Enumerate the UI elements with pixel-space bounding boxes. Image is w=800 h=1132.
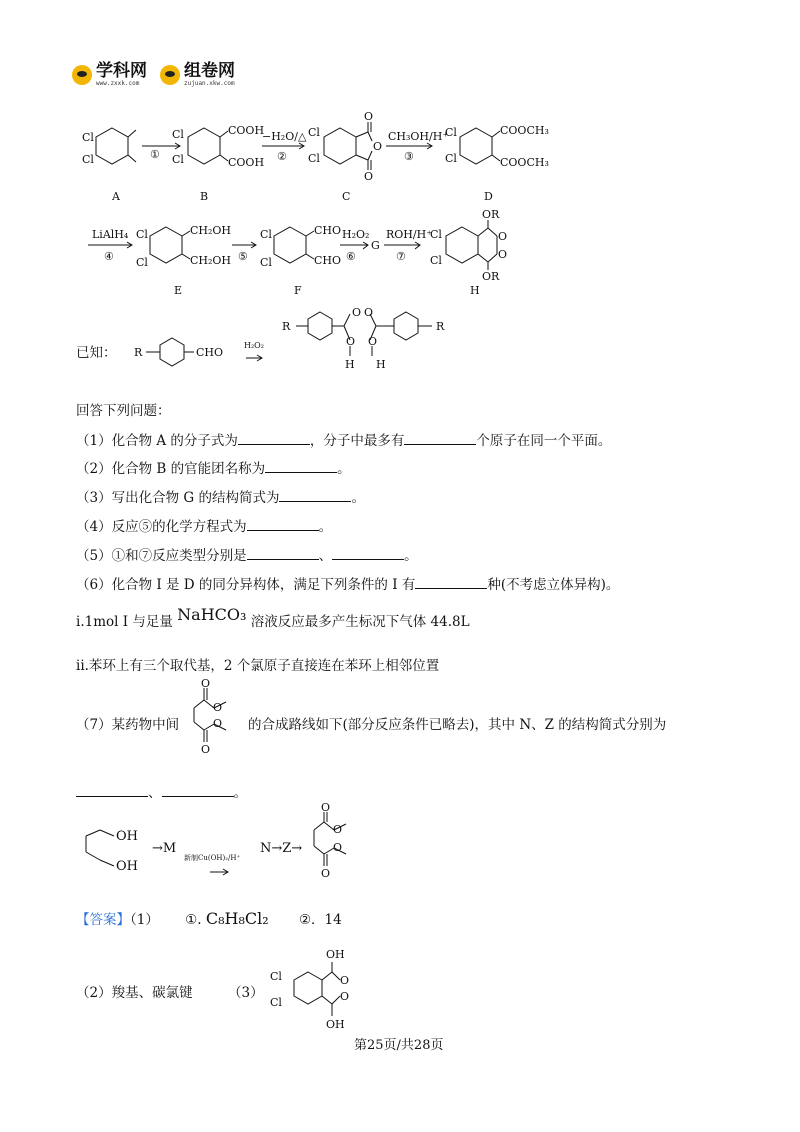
cl-label: Cl [270,996,282,1009]
r-label: R [436,320,445,333]
or-label: OR [482,270,500,283]
q3-text: （3）写出化合物 G 的结构简式为 [76,490,280,506]
cl-label: Cl [172,128,184,141]
q5-text-a: （5）①和⑦反应类型分别是 [76,548,247,564]
answer-1-formula: C₈H₈Cl₂ [205,909,269,928]
q5-sep: 、 [318,548,333,564]
cl-label: Cl [445,126,457,139]
step-3-reagent: CH₃OH/H⁺ [388,130,449,143]
step-5-label: ⑤ [238,250,248,263]
q7-blank-1[interactable] [76,782,148,797]
q7-text-a: （7）某药物中间 [76,717,180,733]
step-2-reagent: −H₂O/△ [262,130,307,143]
ring-a [96,128,128,164]
label-b: B [200,190,209,203]
ring-known-right [394,312,418,340]
known-reagent: H₂O₂ [244,341,264,350]
o-label: O [364,170,374,183]
q5-end: 。 [404,548,418,564]
route-nz: N→Z→ [260,841,303,856]
route-reagent: 新制Cu(OH)₂/H⁺ [184,854,241,862]
o-label: O [498,230,508,243]
o-label: O [364,306,374,319]
step-2-label: ② [277,150,287,163]
ring-c [324,128,356,164]
q7-end: 。 [233,785,247,801]
q6-blank[interactable] [415,574,487,589]
answer-part-3: （3） [228,985,264,1001]
logo-zujuan-url: zujuan.xkw.com [184,80,235,87]
answer-g-structure [262,944,362,1034]
oh-label: OH [116,859,138,874]
cho-label: CHO [196,346,224,359]
logo-zxxk-text: 学科网 [96,61,147,81]
cl-label: Cl [136,256,148,269]
q1-blank-1[interactable] [238,430,310,445]
cl-label: Cl [260,228,272,241]
ring-f [274,227,306,263]
cl-label: Cl [260,256,272,269]
label-f: F [294,284,302,297]
logo-zxxk-url: www.zxxk.com [96,80,140,87]
diester-structure [186,678,246,758]
label-d: D [484,190,493,203]
label-c: C [342,190,351,203]
o-label: O [340,974,350,987]
q4-text: （4）反应⑤的化学方程式为 [76,519,247,535]
o-label: O [201,743,211,756]
oh-label: OH [326,1018,345,1031]
q1-blank-2[interactable] [404,430,476,445]
q7-text-b: 的合成路线如下(部分反应条件已略去)，其中 N、Z 的结构简式分别为 [248,717,667,733]
or-label: OR [482,208,500,221]
condition-2: ii.苯环上有三个取代基，2 个氯原子直接连在苯环上相邻位置 [76,658,440,674]
logo-zujuan-text: 组卷网 [184,61,235,81]
route-to-m: →M [152,841,177,856]
cl-label: Cl [308,126,320,139]
cl-label: Cl [430,228,442,241]
cond1-text-b: 溶液反应最多产生标况下气体 44.8L [250,614,470,630]
ring-d [460,128,492,164]
ring-e [150,227,182,263]
q5-blank-2[interactable] [332,545,404,560]
questions-intro: 回答下列问题： [76,403,171,419]
oh-label: OH [326,948,345,961]
cond1-text-a: i.1mol I 与足量 [76,614,173,630]
q5-blank-1[interactable] [247,545,319,560]
label-e: E [174,284,183,297]
cl-label: Cl [430,254,442,267]
answer-part-2: （2）羧基、碳氯键 [76,985,193,1001]
label-h: H [470,284,480,297]
r-label: R [282,320,291,333]
answer-line-1 [76,910,342,929]
cl-label: Cl [82,131,94,144]
o-label: O [333,823,343,836]
synthesis-scheme [0,0,800,400]
h-label: H [345,358,355,371]
label-a: A [112,190,120,203]
o-label: O [321,801,331,814]
ch2oh-label: CH₂OH [190,224,232,237]
question-3 [76,487,365,507]
cl-label: Cl [270,970,282,983]
q2-blank[interactable] [265,458,337,473]
q3-end: 。 [351,490,365,506]
step-7-label: ⑦ [396,250,406,263]
nahco3-formula: NaHCO₃ [177,605,247,624]
o-label: O [346,335,356,348]
step-4-reagent: LiAlH₄ [92,228,129,241]
cooch3-label: COOCH₃ [500,156,549,169]
q1-text-c: 个原子在同一个平面。 [476,433,612,449]
o-label: O [321,867,331,880]
cooh-label: COOH [228,124,265,137]
q4-blank[interactable] [247,516,319,531]
o-label: O [364,110,374,123]
question-2 [76,458,351,478]
page-number: 第25页/共28页 [354,1038,444,1053]
q7-blank-2[interactable] [162,782,234,797]
o-label: O [333,841,343,854]
o-label: O [213,717,223,730]
step-3-label: ③ [404,150,414,163]
question-1 [76,430,611,450]
cho-label: CHO [314,254,342,267]
answer-tag: 【答案】 [76,912,130,928]
cl-label: Cl [445,152,457,165]
q6-text-b: 种(不考虑立体异构)。 [487,577,620,593]
o-label: O [352,306,362,319]
step-1-label: ① [150,148,160,161]
q3-blank[interactable] [279,487,351,502]
cooh-label: COOH [228,156,265,169]
o-label: O [373,140,383,153]
answer-2: ②．14 [298,912,342,928]
step-6-reagent: H₂O₂ [342,228,370,241]
ch2oh-label: CH₂OH [190,254,232,267]
q2-end: 。 [337,461,351,477]
cl-label: Cl [82,153,94,166]
ring-known-mid [308,312,332,340]
r-label: R [134,346,143,359]
question-6 [76,574,619,594]
step-6-label: ⑥ [346,250,356,263]
ring-h [446,227,478,263]
condition-1 [76,605,470,631]
cl-label: Cl [136,228,148,241]
o-label: O [368,335,378,348]
cl-label: Cl [172,153,184,166]
route-scheme [70,800,400,890]
q7-sep: 、 [148,785,162,801]
h-label: H [376,358,386,371]
q4-end: 。 [318,519,333,535]
q2-text: （2）化合物 B 的官能团名称为 [76,461,266,477]
step-4-label: ④ [104,250,114,263]
q1-text-a: （1）化合物 A 的分子式为 [76,433,238,449]
g-letter: G [371,239,380,252]
o-label: O [340,990,350,1003]
question-4 [76,516,332,536]
oh-label: OH [116,829,138,844]
step-7-reagent: ROH/H⁺ [386,228,432,241]
answer-1-number: ①. [185,912,202,928]
answer-part-1: （1） [130,912,159,928]
known-label: 已知： [76,345,117,361]
q1-text-b: ，分子中最多有 [309,433,405,449]
q7-answer-line [76,782,247,802]
cl-label: Cl [308,152,320,165]
o-label: O [213,701,223,714]
question-5 [76,545,418,565]
o-label: O [498,248,508,261]
cho-label: CHO [314,224,342,237]
q6-text-a: （6）化合物 I 是 D 的同分异构体，满足下列条件的 I 有 [76,577,416,593]
cooch3-label: COOCH₃ [500,124,549,137]
ring-b [188,128,220,164]
o-label: O [201,678,211,690]
ring-known-left [160,338,184,366]
